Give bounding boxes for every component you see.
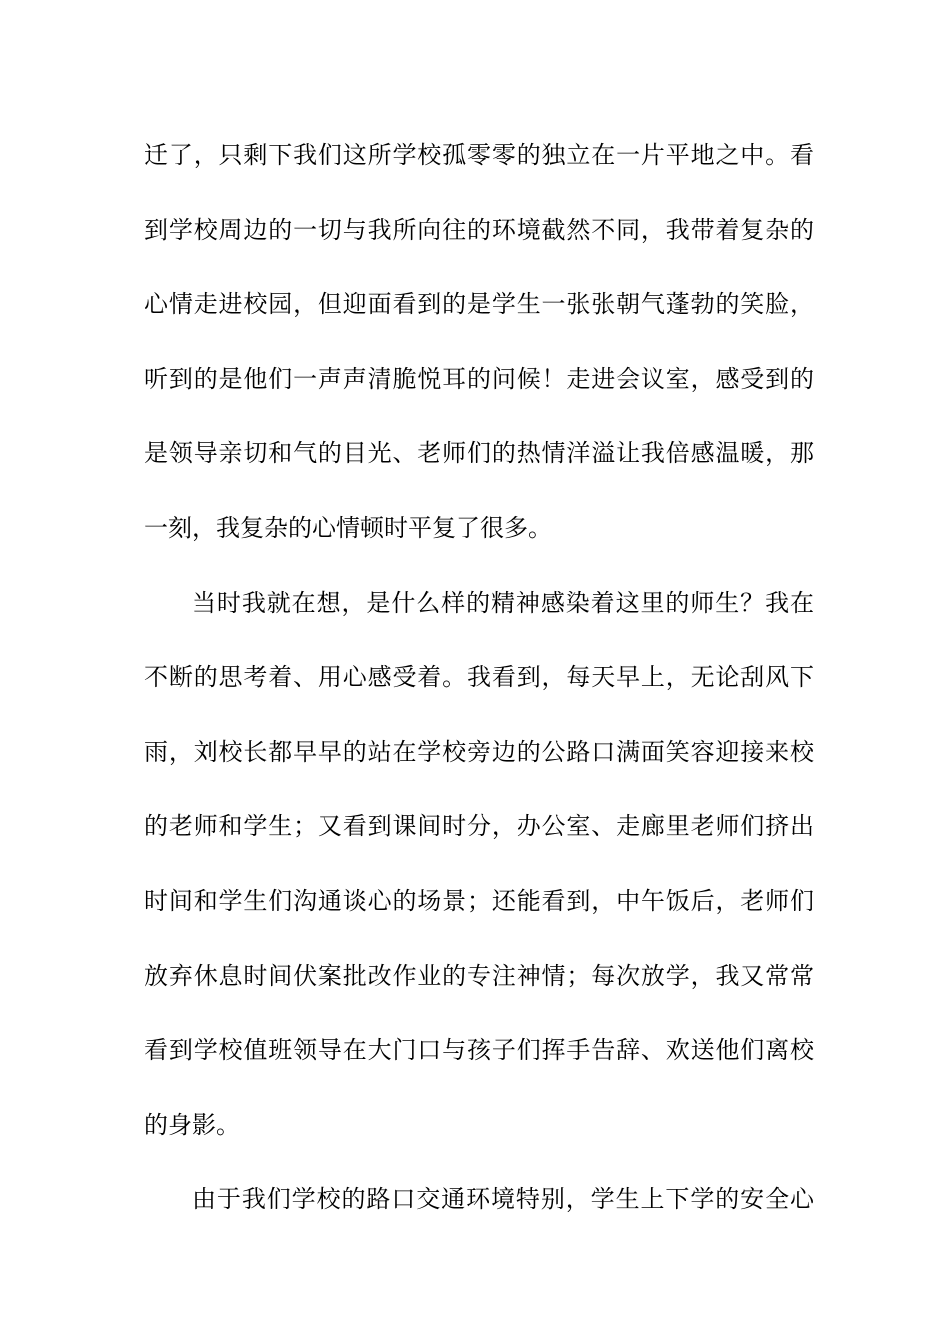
text-line: 放弃休息时间伏案批改作业的专注神情；每次放学，我又常常 <box>144 961 814 990</box>
paragraph-start-line: 由于我们学校的路口交通环境特别，学生上下学的安全心 <box>192 1185 814 1214</box>
text-line: 一刻，我复杂的心情顿时平复了很多。 <box>144 513 552 542</box>
text-line: 到学校周边的一切与我所向往的环境截然不同，我带着复杂的 <box>144 215 814 244</box>
text-line: 看到学校值班领导在大门口与孩子们挥手告辞、欢送他们离校 <box>144 1036 814 1065</box>
text-line: 不断的思考着、用心感受着。我看到，每天早上，无论刮风下 <box>144 663 814 692</box>
text-line: 听到的是他们一声声清脆悦耳的问候！走进会议室，感受到的 <box>144 364 814 393</box>
text-line: 心情走进校园，但迎面看到的是学生一张张朝气蓬勃的笑脸， <box>144 290 814 319</box>
text-line: 是领导亲切和气的目光、老师们的热情洋溢让我倍感温暖，那 <box>144 439 814 468</box>
text-line: 迁了，只剩下我们这所学校孤零零的独立在一片平地之中。看 <box>144 141 814 169</box>
text-line: 的老师和学生；又看到课间时分，办公室、走廊里老师们挤出 <box>144 812 814 841</box>
text-line: 雨，刘校长都早早的站在学校旁边的公路口满面笑容迎接来校 <box>144 737 814 766</box>
text-line: 的身影。 <box>144 1110 240 1139</box>
text-line: 时间和学生们沟通谈心的场景；还能看到，中午饭后，老师们 <box>144 886 814 915</box>
body-text <box>144 130 814 1249</box>
paragraph-start-line: 当时我就在想，是什么样的精神感染着这里的师生？我在 <box>192 588 814 617</box>
